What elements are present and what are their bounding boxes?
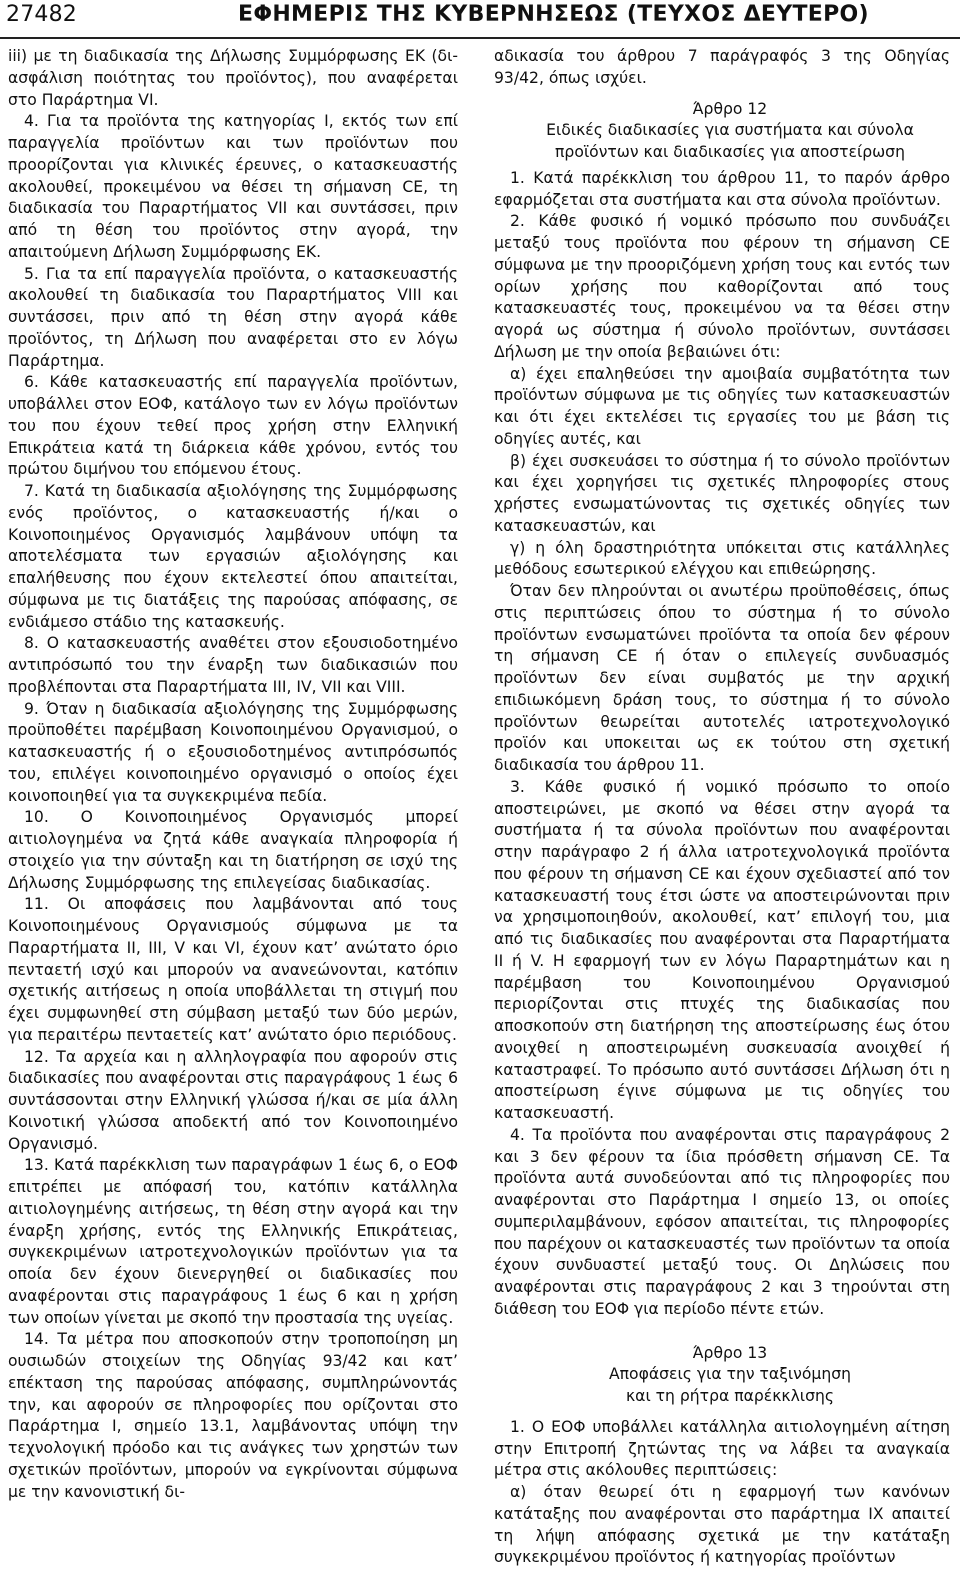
paragraph: β) έχει συσκευάσει το σύστημα ή το σύνολο προϊόντων και έχει χορηγήσει τις σχετικές πληροφορίες στους χρήστες ενσωματώνοντας τις σχετικές οδηγίες των κατασκευαστών, και bbox=[494, 451, 950, 535]
paragraph: 4. Τα προϊόντα που αναφέρονται στις παραγράφους 2 και 3 δεν φέρουν τα ίδια πρόσθετη σήμανση CE. Τα προϊόντα αυτά συνοδεύονται από τις πληροφορίες που αναφέρονται στο Παράρτημα I σημείο 13, οι οποίες συμπεριλαμβάνουν, εφόσον απαιτείται, τις πληροφορίες που παρέχουν οι κατασκευαστές των προϊόντων τα οποία έχουν συνδυαστεί μεταξύ τους. Οι Δηλώσεις που αναφέρονται στις παραγράφους 2 και 3 τηρούνται στη διάθεση του ΕΟΦ για περίοδο πέντε ετών. bbox=[494, 1125, 950, 1318]
paragraph: 12. Τα αρχεία και η αλληλογραφία που αφορούν στις διαδικασίες που αναφέρονται στις παραγράφους 1 έως 6 συντάσσονται στην Ελληνική γλώσσα ή/και σε μία άλλη Κοινοτική γλώσσα αποδεκτή από τον Κοινοποιημένο Οργανισμό. bbox=[8, 1047, 458, 1153]
paragraph: γ) η όλη δραστηριότητα υπόκειται στις κατάλληλες μεθόδους εσωτερικού ελέγχου και επιθεώρησης. bbox=[494, 538, 950, 579]
article-12-title-line2: προϊόντων και διαδικασίες για αποστείρωση bbox=[555, 143, 905, 161]
paragraph: 1. Ο ΕΟΦ υποβάλλει κατάλληλα αιτιολογημένη αίτηση στην Επιτροπή ζητώντας της να λάβει τα αναγκαία μέτρα στις ακόλουθες περιπτώσεις: bbox=[494, 1417, 950, 1480]
page-number: 27482 bbox=[6, 2, 77, 27]
paragraph: 3. Κάθε φυσικό ή νομικό πρόσωπο το οποίο αποστειρώνει, με σκοπό να θέσει στην αγορά τα συστήματα ή τα σύνολα προϊόντων που αναφέρονται στην παράγραφο 2 ή άλλα ιατροτεχνολογικά προϊόντα που φέρουν τη σήμανση CE και έχουν σχεδιαστεί από τον κατασκευαστή τους έτσι ώστε να αποστειρώνονται πριν να χρησιμοποιηθούν, ακολουθεί, κατ’ επιλογή του, μια από τις διαδικασίες που αναφέρονται στα Παραρτήματα II ή V. Η εφαρμογή των εν λόγω Παραρτημάτων και η παρέμβαση του Κοινοποιημένου Οργανισμού περιορίζονται στις πτυχές της διαδικασίας που αποσκοπούν στη διατήρηση της αποστείρωσης έως ότου ανοιχθεί η αποστειρωμένη συσκευασία ανοιχθεί ή καταστραφεί. Το πρόσωπο αυτό συντάσσει Δήλωση ότι η αποστείρωση έγινε σύμφωνα με τις οδηγίες του κατασκευαστή. bbox=[494, 777, 950, 1122]
right-column bbox=[494, 46, 950, 1569]
paragraph: 6. Κάθε κατασκευαστής επί παραγγελία προϊόντων, υποβάλλει στον ΕΟΦ, κατάλογο των εν λόγω προϊόντων του που έχουν τεθεί προς χρήση στην Ελληνική Επικράτεια κατά τη διάρκεια κάθε χρόνου, εντός του πρώτου διμήνου του επόμενου έτους. bbox=[8, 373, 458, 479]
paragraph: α) έχει επαληθεύσει την αμοιβαία συμβατότητα των προϊόντων σύμφωνα με τις οδηγίες των κατασκευαστών και ότι έχει εκτελέσει τις εργασίες του με βάση τις οδηγίες αυτές, και bbox=[494, 364, 950, 448]
paragraph: 14. Τα μέτρα που αποσκοπούν στην τροποποίηση μη ουσιωδών στοιχείων της Οδηγίας 93/42 και κατ’ επέκταση της παρούσας απόφασης, συμπληρώνοντάς την, και αφορούν σε πληροφορίες που ορίζονται στο Παράρτημα I, σημείο 13.1, λαμβάνοντας υπόψη την τεχνολογική πρόοδο και τις ανάγκες των χρηστών των σχετικών προϊόντων, μπορούν να εγκρίνονται σύμφωνα με την κανονιστική δι- bbox=[8, 1330, 458, 1501]
article-12-number: Άρθρο 12 bbox=[692, 99, 768, 118]
paragraph: Όταν δεν πληρούνται οι ανωτέρω προϋποθέσεις, όπως στις περιπτώσεις όπου το σύστημα ή το σύνολο προϊόντων ενσωματώνει προϊόντα τα οποία δεν φέρουν τη σήμανση CE ή όταν ο επιλεγείς συνδυασμός προϊόντων δεν είναι συμβατός με την αρχική επιδιωκόμενη δράση τους, το σύστημα ή το σύνολο προϊόντων θεωρείται αυτοτελές ιατροτεχνολογικό προϊόν και υποκειται ως εκ τούτου στη σχετική διαδικασία του άρθρου 11. bbox=[494, 582, 950, 774]
paragraph: 4. Για τα προϊόντα της κατηγορίας Ι, εκτός των επί παραγγελία προϊόντων και των προϊόντων που προορίζονται για κλινικές έρευνες, ο κατασκευαστής ακολουθεί, προκειμένου να θέσει τη σήμανση CE, τη διαδικασία του Παραρτήματος VII και συντάσσει, πριν από τη θέση του προϊόντος στην αγορά, την απαιτούμενη Δήλωση Συμμόρφωσης ΕΚ. bbox=[8, 112, 458, 261]
article-13-title-line1: Αποφάσεις για την ταξινόμηση bbox=[608, 1365, 851, 1384]
paragraph: 1. Κατά παρέκκλιση του άρθρου 11, το παρόν άρθρο εφαρμόζεται στα συστήματα και στα σύνολα προϊόντων. bbox=[494, 168, 950, 209]
paragraph: αδικασία του άρθρου 7 παράγραφός 3 της Οδηγίας 93/42, όπως ισχύει. bbox=[494, 47, 950, 87]
paragraph: α) όταν θεωρεί ότι η εφαρμογή των κανόνων κατάταξης που αναφέρονται στο παράρτημα IX απαιτεί τη λήψη απόφασης σχετικά με την κατάταξη συγκεκριμένου προϊόντος ή κατηγορίας προϊόντων bbox=[494, 1483, 950, 1567]
paragraph: 13. Κατά παρέκκλιση των παραγράφων 1 έως 6, ο ΕΟΦ επιτρέπει με απόφασή του, κατόπιν κατάλληλα αιτιολογημένης αιτήσεως, τη θέση στην αγορά και την έναρξη χρήσης, εντός της Ελληνικής Επικράτειας, συγκεκριμένων ιατροτεχνολογικών προϊόντων για τα οποία δεν έχουν διενεργηθεί οι διαδικασίες που αναφέρονται στις παραγράφους 1 έως 6 και η χρήση των οποίων γίνεται με σκοπό την προστασία της υγείας. bbox=[8, 1156, 458, 1327]
paragraph: 9. Όταν η διαδικασία αξιολόγησης της Συμμόρφωσης προϋποθέτει παρέμβαση Κοινοποιημένου Οργανισμού, ο κατασκευαστής ή ο εξουσιοδοτημένος αντιπρόσωπός του, επιλέγει κοινοποιημένο οργανισμό ο οποίος έχει κοινοποιηθεί για τα συγκεκριμένα πεδία. bbox=[8, 699, 458, 805]
article-13-title-line2: και τη ρήτρα παρέκκλισης bbox=[625, 1387, 835, 1405]
article-12-title-line1: Ειδικές διαδικασίες για συστήματα και σύνολα bbox=[546, 121, 914, 140]
paragraph: 10. Ο Κοινοποιημένος Οργανισμός μπορεί αιτιολογημένα να ζητά κάθε αναγκαία πληροφορία ή στοιχείο για την σύνταξη και τη διατήρηση σε ισχύ της Δήλωσης Συμμόρφωσης της επιλεγείσας διαδικασίας. bbox=[8, 808, 458, 892]
header-divider bbox=[0, 37, 960, 39]
paragraph: 7. Κατά τη διαδικασία αξιολόγησης της Συμμόρφωσης ενός προϊόντος, ο κατασκευαστής ή/και ο Κοινοποιημένος Οργανισμός λαμβάνουν υπόψη τα αποτελέσματα των εργασιών αξιολόγησης και επαλήθευσης που έχουν εκτελεστεί όπου απαιτείται, σύμφωνα με τις διατάξεις της παρούσας απόφασης, σε ενδιάμεσο στάδιο της κατασκευής. bbox=[8, 482, 458, 631]
page-header bbox=[0, 0, 960, 38]
paragraph: 2. Κάθε φυσικό ή νομικό πρόσωπο που συνδυάζει μεταξύ τους προϊόντα που φέρουν τη σήμανση CE σύμφωνα με την προοριζόμενη χρήση τους και εντός των ορίων χρήσης που καθορίζονται από τους κατασκευαστές τους, προκειμένου να τα θέσει στην αγορά ως σύστημα ή σύνολο προϊόντων, συντάσσει Δήλωση με την οποία βεβαιώνει ότι: bbox=[494, 212, 950, 361]
paragraph: iii) με τη διαδικασία της Δήλωσης Συμμόρφωσης ΕΚ (δι-ασφάλιση ποιότητας του προϊόντος), που αναφέρεται στο Παράρτημα VI. bbox=[8, 47, 458, 109]
left-column bbox=[8, 46, 458, 1503]
article-13-number: Άρθρο 13 bbox=[692, 1343, 768, 1362]
paragraph: 11. Οι αποφάσεις που λαμβάνονται από τους Κοινοποιημένους Οργανισμούς σύμφωνα με τα Παραρτήματα II, III, V και VI, έχουν κατ’ ανώτατο όριο πενταετή ισχύ και μπορούν να ανανεώνονται, κατόπιν σχετικής αιτήσεως η οποία υποβάλλεται τη στιγμή που έχει συμφωνηθεί στη σύμβαση μεταξύ των δύο μερών, για περαιτέρω πενταετείς κατ’ ανώτατο όριο περιόδους. bbox=[8, 895, 458, 1044]
paragraph: 5. Για τα επί παραγγελία προϊόντα, ο κατασκευαστής ακολουθεί τη διαδικασία του Παραρτήματος VIII και συντάσσει, πριν από τη θέση στην αγορά κάθε προϊόντος, τη Δήλωση που αναφέρεται στο εν λόγω Παράρτημα. bbox=[8, 264, 458, 370]
gazette-title: ΕΦΗΜΕΡΙΣ ΤΗΣ ΚΥΒΕΡΝΗΣΕΩΣ (ΤΕΥΧΟΣ ΔΕΥΤΕΡΟ) bbox=[238, 2, 869, 27]
paragraph: 8. Ο κατασκευαστής αναθέτει στον εξουσιοδοτημένο αντιπρόσωπό του την έναρξη των διαδικασιών που προβλέπονται στα Παραρτήματα III, IV, VII και VIII. bbox=[8, 634, 458, 696]
